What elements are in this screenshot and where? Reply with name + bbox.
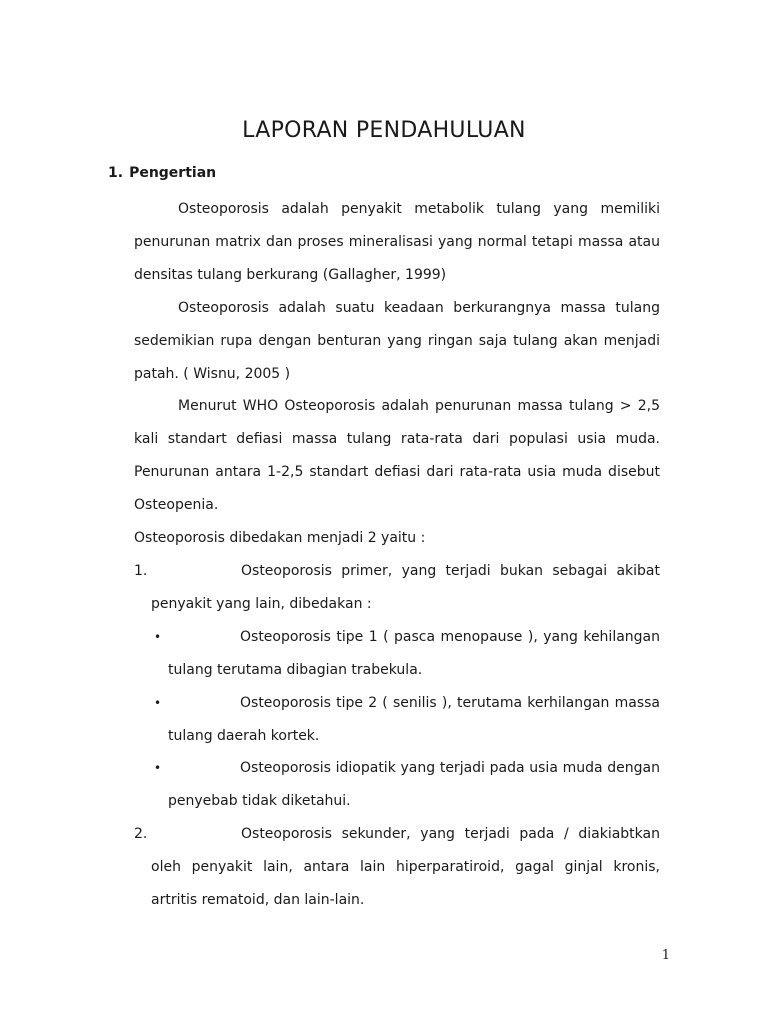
bullet-item-text: Osteoporosis tipe 2 ( senilis ), terutama kerhilangan massa tulang daerah kortek.	[168, 694, 660, 744]
bullet-item-text: Osteoporosis tipe 1 ( pasca menopause ), yang kehilangan tulang terutama dibagian trabekula.	[168, 628, 660, 678]
list-marker: 2.	[134, 826, 148, 843]
list-item-text: Osteoporosis primer, yang terjadi bukan sebagai akibat penyakit yang lain, dibedakan :	[151, 562, 660, 612]
document-body	[134, 193, 660, 917]
list-item-secondary	[134, 818, 660, 917]
bullet-item-text: Osteoporosis idiopatik yang terjadi pada usia muda dengan penyebab tidak diketahui.	[168, 760, 660, 810]
bullet-marker: •	[154, 629, 162, 644]
bullet-item-type-1	[134, 621, 660, 687]
list-intro: Osteoporosis dibedakan menjadi 2 yaitu :	[134, 530, 426, 547]
page-number: 1	[661, 948, 670, 963]
bullet-item-type-2	[134, 687, 660, 753]
section-number: 1.	[108, 165, 124, 181]
paragraph-definition-1: Osteoporosis adalah penyakit metabolik tulang yang memiliki penurunan matrix dan proses mineralisasi yang normal tetapi massa atau densitas tulang berkurang (Gallagher, 1999)	[134, 201, 660, 283]
paragraph-definition-3: Menurut WHO Osteoporosis adalah penurunan massa tulang > 2,5 kali standart defiasi massa tulang rata-rata dari populasi usia muda. Penurunan antara 1-2,5 standart defiasi dari rata-rata usia muda disebut Osteopenia.	[134, 398, 660, 514]
bullet-marker: •	[154, 761, 162, 776]
list-marker: 1.	[134, 562, 148, 579]
list-item-text: Osteoporosis sekunder, yang terjadi pada / diakiabtkan oleh penyakit lain, antara lain hiperparatiroid, gagal ginjal kronis, artritis rematoid, dan lain-lain.	[151, 826, 660, 909]
bullet-marker: •	[154, 695, 162, 710]
bullet-item-idiopatik	[134, 752, 660, 818]
section-heading-text: Pengertian	[129, 165, 217, 181]
section-heading	[108, 163, 216, 183]
list-item-primary	[134, 555, 660, 621]
paragraph-definition-2: Osteoporosis adalah suatu keadaan berkurangnya massa tulang sedemikian rupa dengan benturan yang ringan saja tulang akan menjadi patah. ( Wisnu, 2005 )	[134, 299, 660, 382]
document-title: LAPORAN PENDAHULUAN	[242, 118, 526, 143]
